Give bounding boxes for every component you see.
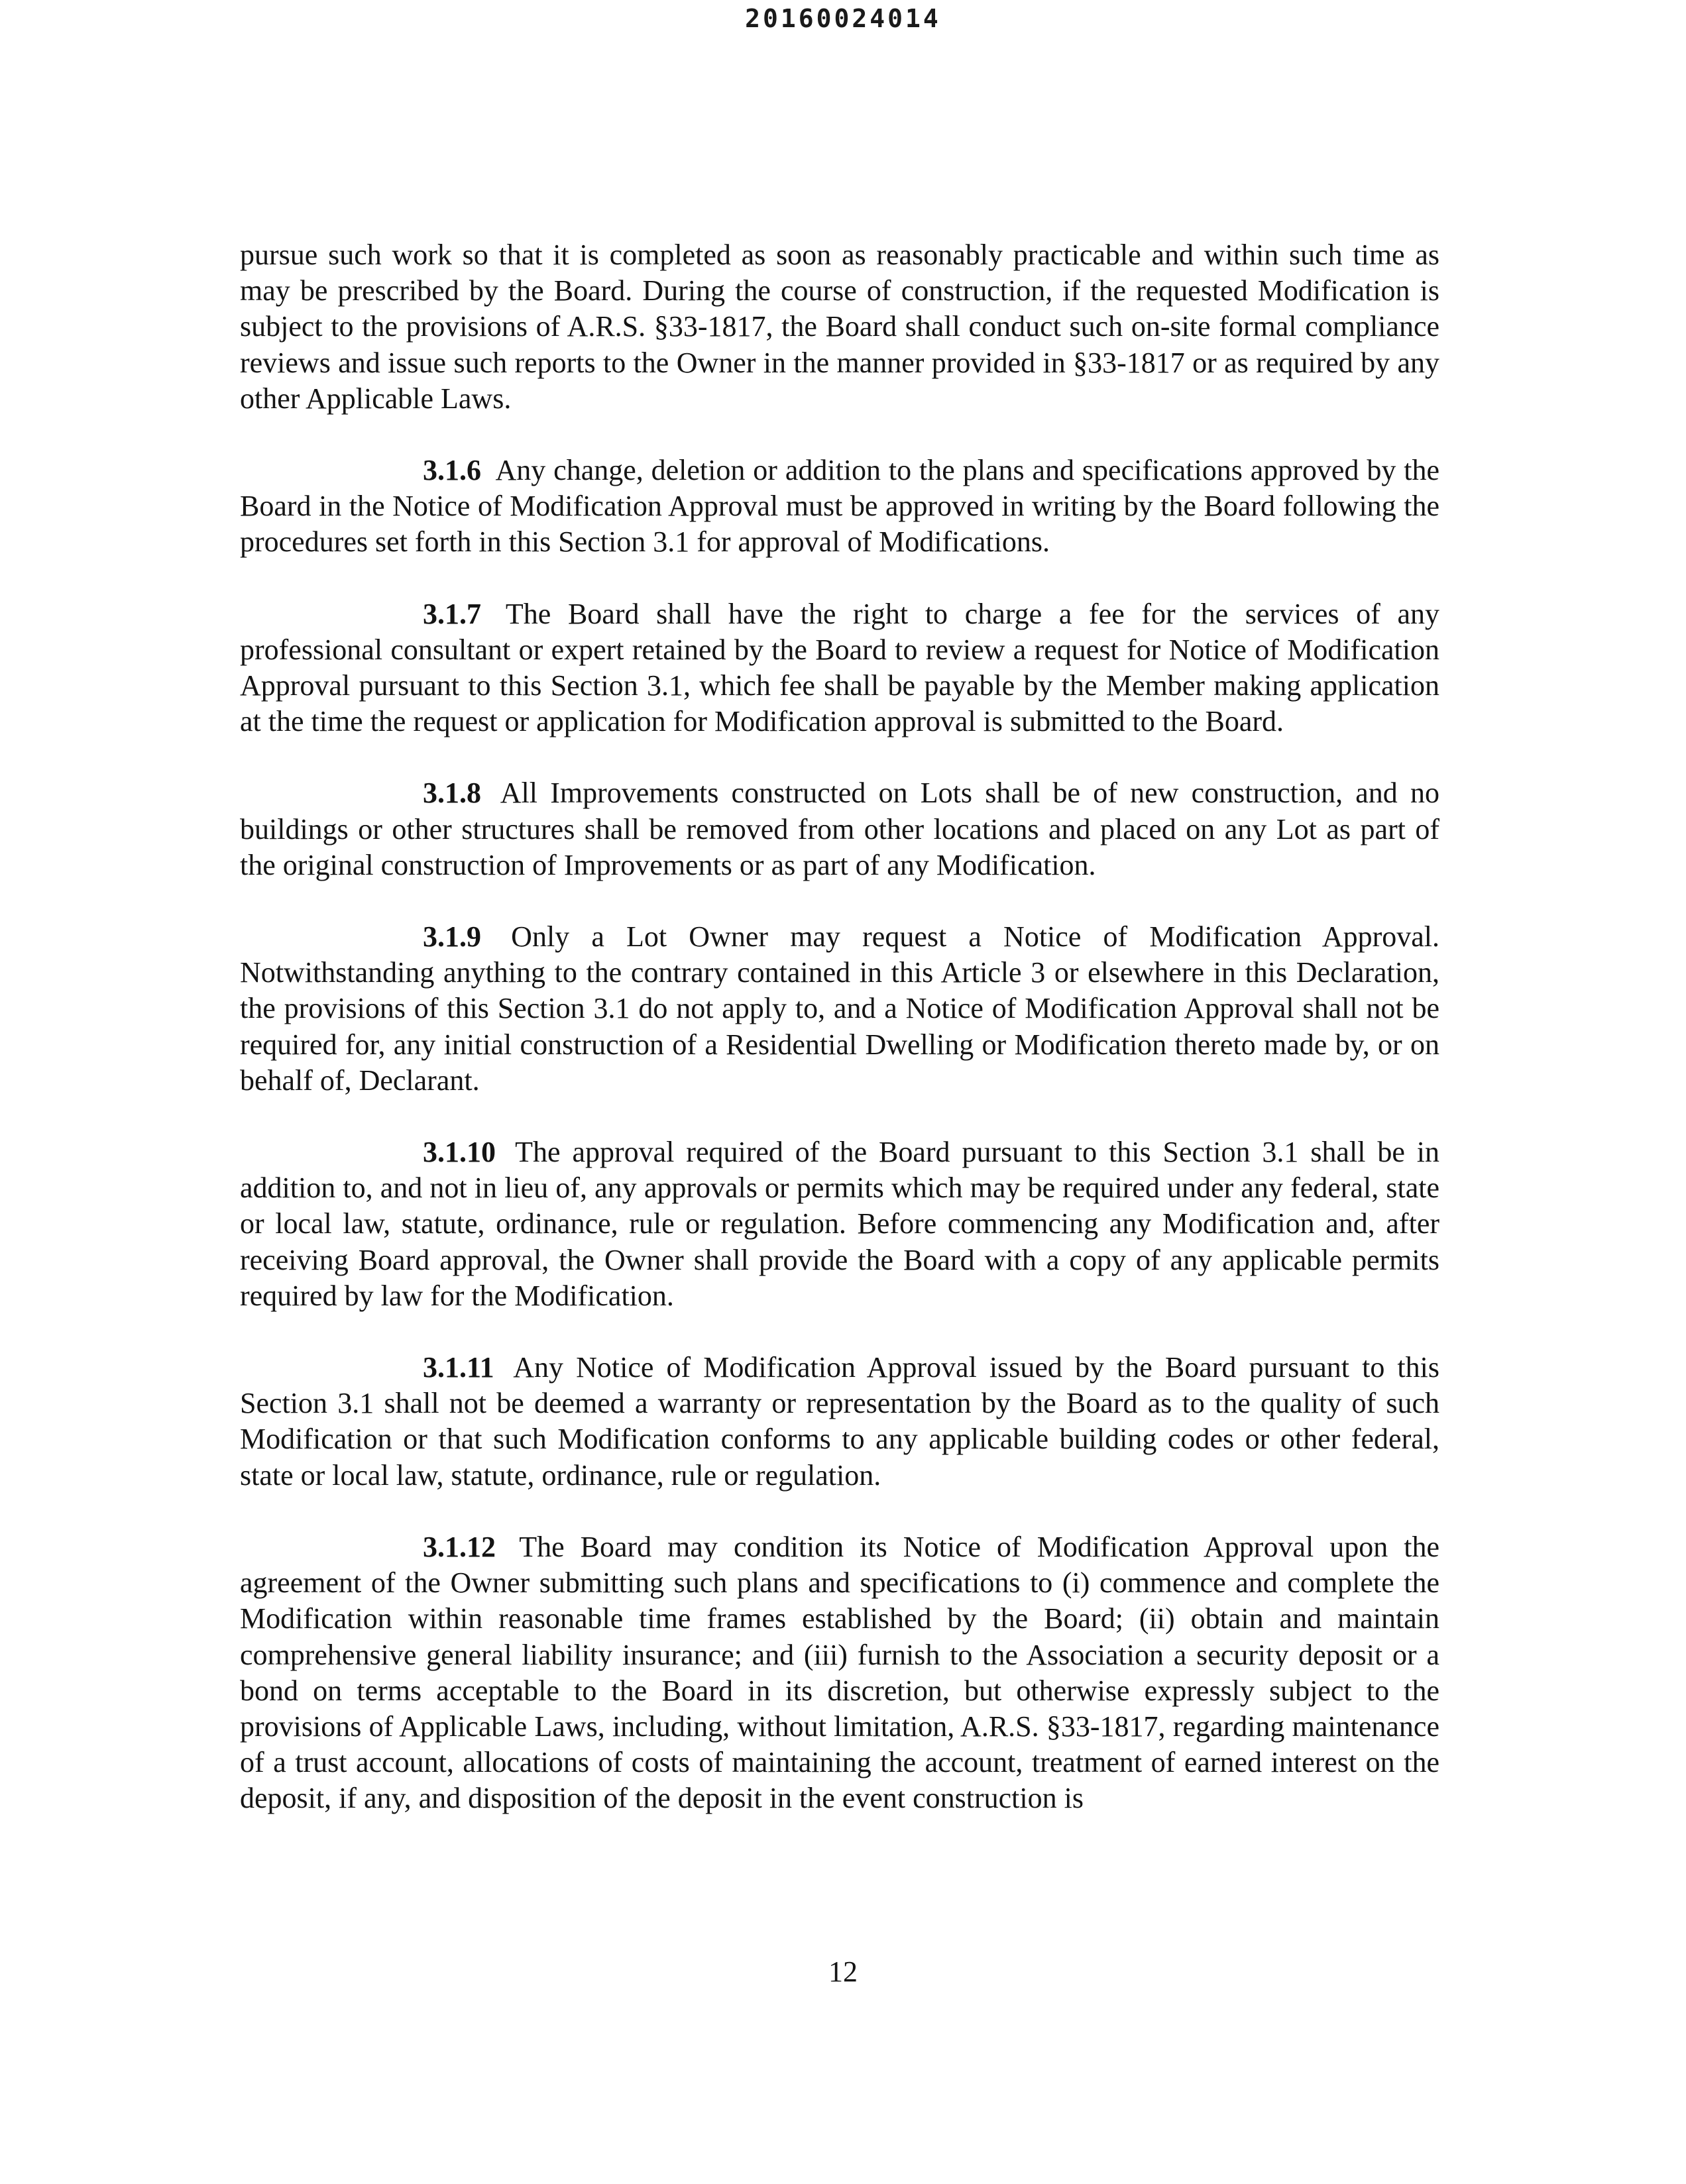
paragraph-text: Any Notice of Modification Approval issued by the Board pursuant to this Section 3.1 shall not be deemed a warranty or representation by the Board as to the quality of such Modification or that such Modification conforms to any applicable building codes or other federal, state or local law, statute, ordinance, rule or regulation. (240, 1351, 1440, 1492)
section-number: 3.1.6 (423, 454, 481, 487)
paragraph-text: All Improvements constructed on Lots shall be of new construction, and no buildings or other structures shall be removed from other locations and placed on any Lot as part of the original construction of Improvements or as part of any Modification. (240, 777, 1440, 881)
paragraph-text: The Board shall have the right to charge a fee for the services of any professional consultant or expert retained by the Board to review a request for Notice of Modification Approval pursuant to this Section 3.1, which fee shall be payable by the Member making application at the time the request or application for Modification approval is submitted to the Board. (240, 597, 1439, 738)
section-number: 3.1.10 (423, 1136, 496, 1169)
section-number: 3.1.8 (423, 777, 481, 810)
paragraph-text: Only a Lot Owner may request a Notice of Modification Approval. Notwithstanding anything to the contrary contained in this Article 3 or elsewhere in this Declaration, the provisions of this Section 3.1 do not apply to, and a Notice of Modification Approval shall not be required for, any initial construction of a Residential Dwelling or Modification thereto made by, or on behalf of, Declarant. (240, 920, 1439, 1097)
section-number: 3.1.12 (423, 1530, 496, 1563)
section-3-1-9 (240, 919, 1439, 1099)
section-3-1-7 (240, 596, 1439, 740)
section-number: 3.1.11 (423, 1351, 494, 1384)
page-number: 12 (828, 1955, 858, 1988)
section-3-1-8 (240, 775, 1439, 883)
paragraph-text: pursue such work so that it is completed as soon as reasonably practicable and within such time as may be prescribed by the Board. During the course of construction, if the requested Modification is subject to the provisions of A.R.S. §33-1817, the Board shall conduct such on-site formal compliance reviews and issue such reports to the Owner in the manner provided in §33-1817 or as required by any other Applicable Laws. (240, 239, 1439, 415)
section-3-1-10 (240, 1134, 1439, 1314)
section-3-1-11 (240, 1350, 1439, 1494)
section-3-1-12 (240, 1529, 1439, 1817)
paragraph-text: The Board may condition its Notice of Modification Approval upon the agreement of the Owner submitting such plans and specifications to (i) commence and complete the Modification within reasonable time frames established by the Board; (ii) obtain and maintain comprehensive general liability insurance; and (iii) furnish to the Association a security deposit or a bond on terms acceptable to the Board in its discretion, but otherwise expressly subject to the provisions of Applicable Laws, including, without limitation, A.R.S. §33-1817, regarding maintenance of a trust account, allocations of costs of maintaining the account, treatment of earned interest on the deposit, if any, and disposition of the deposit in the event construction is (240, 1530, 1439, 1815)
paragraph-text: The approval required of the Board pursuant to this Section 3.1 shall be in addition to, and not in lieu of, any approvals or permits which may be required under any federal, state or local law, statute, ordinance, rule or regulation. Before commencing any Modification and, after receiving Board approval, the Owner shall provide the Board with a copy of any applicable permits required by law for the Modification. (240, 1136, 1439, 1312)
paragraph-text: Any change, deletion or addition to the plans and specifications approved by the Board in the Notice of Modification Approval must be approved in writing by the Board following the procedures set forth in this Section 3.1 for approval of Modifications. (240, 454, 1440, 559)
paragraph-continuation (240, 237, 1439, 417)
document-body (240, 237, 1439, 1853)
section-number: 3.1.7 (423, 597, 481, 630)
section-number: 3.1.9 (423, 920, 481, 954)
section-3-1-6 (240, 453, 1439, 561)
document-number: 20160024014 (745, 4, 941, 33)
